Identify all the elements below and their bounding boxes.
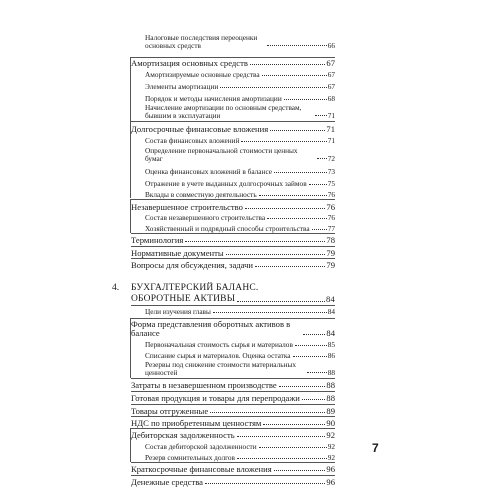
toc-entry bbox=[131, 236, 335, 245]
toc-entry-page: 68 bbox=[327, 94, 335, 103]
toc-leader-dots bbox=[279, 386, 326, 387]
toc-entry-text: Долгосрочные финансовые вложения bbox=[131, 124, 269, 134]
toc-entry-text: Вопросы для обсуждения, задачи bbox=[131, 260, 254, 270]
toc-entry-page: 85 bbox=[327, 340, 335, 349]
toc-entry bbox=[131, 261, 335, 270]
toc-entry-page: 92 bbox=[327, 453, 335, 462]
toc-leader-dots bbox=[237, 436, 326, 437]
toc-entry-page: 76 bbox=[327, 213, 335, 222]
section-rule bbox=[130, 318, 131, 378]
toc-entry bbox=[145, 454, 335, 462]
toc-leader-dots bbox=[295, 345, 327, 346]
toc-entry-text: Готовая продукция и товары для перепродажи bbox=[131, 393, 300, 403]
toc-entry bbox=[145, 34, 335, 49]
toc-entry bbox=[131, 478, 335, 487]
section-rule bbox=[131, 416, 335, 417]
toc-entry bbox=[131, 431, 335, 440]
toc-entry-text: Денежные средства bbox=[131, 477, 203, 487]
section-rule bbox=[131, 199, 335, 200]
toc-entry-text: Вклады в совместную деятельность bbox=[145, 190, 257, 199]
toc-leader-dots bbox=[274, 470, 326, 471]
toc-entry-text: Затраты в незавершенном производстве bbox=[131, 380, 277, 390]
toc-leader-dots bbox=[307, 372, 327, 373]
toc-entry bbox=[131, 320, 335, 338]
toc-entry-page: 67 bbox=[327, 82, 335, 91]
toc-leader-dots bbox=[237, 458, 327, 459]
section-rule bbox=[131, 318, 335, 319]
toc-entry-text: Резервы под снижение стоимости материальных ценностей bbox=[145, 360, 297, 377]
toc-entry-text: Налоговые последствия переоценки основных средств bbox=[145, 33, 258, 50]
toc-leader-dots bbox=[315, 115, 327, 116]
toc-entry bbox=[131, 125, 335, 134]
toc-entry-text: Товары отгруженные bbox=[131, 406, 209, 416]
toc-entry-text: Незавершенное строительство bbox=[131, 202, 243, 212]
toc-entry-text: Краткосрочные финансовые вложения bbox=[131, 464, 272, 474]
toc-leader-dots bbox=[317, 158, 327, 159]
toc-entry-text: Состав незавершенного строительства bbox=[145, 213, 266, 222]
toc-entry-text: Хозяйственный и подрядный способы строительства bbox=[145, 224, 310, 233]
toc-entry bbox=[131, 249, 335, 258]
toc-leader-dots bbox=[213, 312, 327, 313]
toc-entry-page: 79 bbox=[326, 248, 335, 258]
section-rule bbox=[131, 233, 335, 234]
toc-entry bbox=[145, 443, 335, 451]
section-rule bbox=[130, 428, 131, 462]
toc-entry-page: 79 bbox=[326, 260, 335, 270]
toc-entry bbox=[145, 308, 335, 316]
toc-entry bbox=[145, 104, 335, 119]
toc-entry-page: 88 bbox=[326, 380, 335, 390]
toc-leader-dots bbox=[293, 356, 327, 357]
chapter-title bbox=[131, 283, 335, 305]
toc-entry bbox=[145, 83, 335, 91]
toc-entry-page: 73 bbox=[327, 167, 335, 176]
toc-entry-text: Оценка финансовых вложений в балансе bbox=[145, 167, 273, 176]
toc-entry-text: Отражение в учете выданных долгосрочных займов bbox=[145, 179, 307, 188]
section-rule bbox=[131, 462, 335, 463]
section-rule bbox=[131, 428, 335, 429]
toc-entry-text: Форма представления оборотных активов в балансе bbox=[131, 319, 291, 339]
toc-entry bbox=[131, 465, 335, 474]
toc-entry-page: 92 bbox=[327, 442, 335, 451]
toc-entry-text: Нормативные документы bbox=[131, 248, 224, 258]
toc-entry-page: 92 bbox=[326, 430, 335, 440]
toc-entry-text: Состав дебиторской задолженности bbox=[145, 442, 257, 451]
section-rule bbox=[131, 475, 335, 476]
toc-entry bbox=[145, 180, 335, 188]
toc-entry-text: Списание сырья и материалов. Оценка остатка bbox=[145, 351, 291, 360]
toc-leader-dots bbox=[220, 87, 326, 88]
chapter-title-text: ОБОРОТНЫЕ АКТИВЫ bbox=[131, 293, 236, 304]
toc-entry-text: Начисление амортизации по основным средствам, бывшим в эксплуатации bbox=[145, 103, 302, 120]
toc-entry-text: Амортизация основных средств bbox=[131, 58, 248, 68]
toc-leader-dots bbox=[245, 208, 325, 209]
toc-entry-page: 88 bbox=[327, 367, 335, 377]
toc-entry-page: 96 bbox=[326, 477, 335, 487]
toc-entry-text: Состав финансовых вложений bbox=[145, 136, 240, 145]
section-rule bbox=[131, 404, 335, 405]
toc-entry-page: 84 bbox=[327, 307, 335, 316]
toc-entry-page: 89 bbox=[326, 406, 335, 416]
toc-leader-dots bbox=[255, 266, 325, 267]
toc-leader-dots bbox=[270, 130, 325, 131]
toc-entry-page: 86 bbox=[327, 351, 335, 360]
toc-entry bbox=[145, 361, 335, 376]
toc-entry-text: Элементы амортизации bbox=[145, 82, 219, 91]
chapter-page: 84 bbox=[326, 293, 335, 304]
toc-entry-page: 88 bbox=[326, 393, 335, 403]
chapter-title-line bbox=[131, 294, 335, 305]
toc-leader-dots bbox=[205, 483, 325, 484]
toc-entry bbox=[145, 147, 335, 162]
toc-entry bbox=[145, 168, 335, 176]
toc-entry bbox=[145, 214, 335, 222]
toc-leader-dots bbox=[185, 241, 325, 242]
toc-entry bbox=[145, 137, 335, 145]
toc-entry bbox=[145, 352, 335, 360]
section-rule bbox=[131, 258, 335, 259]
toc-entry-page: 76 bbox=[327, 190, 335, 199]
toc-entry-text: Терминология bbox=[131, 235, 184, 245]
toc-leader-dots bbox=[284, 99, 327, 100]
section-rule bbox=[130, 121, 131, 198]
page-number: 7 bbox=[372, 441, 379, 455]
toc-entry bbox=[131, 419, 335, 428]
section-rule bbox=[131, 246, 335, 247]
toc-entry bbox=[145, 225, 335, 233]
toc-leader-dots bbox=[302, 399, 326, 400]
toc-entry bbox=[131, 59, 335, 68]
toc-leader-dots bbox=[274, 172, 327, 173]
toc-entry-page: 66 bbox=[327, 40, 335, 50]
toc-entry-page: 75 bbox=[327, 179, 335, 188]
section-rule bbox=[131, 378, 335, 379]
toc-leader-dots bbox=[267, 45, 327, 46]
chapter-title-line: БУХГАЛТЕРСКИЙ БАЛАНС. bbox=[131, 283, 259, 293]
toc-leader-dots bbox=[303, 334, 325, 335]
toc-entry bbox=[131, 394, 335, 403]
toc-entry bbox=[145, 71, 335, 79]
toc-entry bbox=[131, 407, 335, 416]
toc-entry-page: 90 bbox=[326, 418, 335, 428]
toc-entry-page: 71 bbox=[327, 136, 335, 145]
section-rule bbox=[131, 305, 335, 306]
toc-entry-page: 71 bbox=[326, 124, 335, 134]
toc-entry-page: 76 bbox=[326, 202, 335, 212]
section-rule bbox=[130, 199, 131, 233]
toc-entry bbox=[145, 191, 335, 199]
toc-leader-dots bbox=[312, 229, 327, 230]
toc-entry-page: 71 bbox=[327, 110, 335, 120]
toc-entry bbox=[131, 381, 335, 390]
toc-entry-page: 84 bbox=[326, 328, 335, 339]
toc-entry-text: Амортизируемые основные средства bbox=[145, 70, 260, 79]
toc-leader-dots bbox=[250, 64, 326, 65]
toc-entry bbox=[145, 341, 335, 349]
toc-entry-text: Порядок и методы начисления амортизации bbox=[145, 94, 282, 103]
toc-leader-dots bbox=[263, 424, 325, 425]
toc-entry-page: 67 bbox=[326, 58, 335, 68]
toc-entry-text: Резерв сомнительных долгов bbox=[145, 453, 235, 462]
section-rule bbox=[130, 57, 131, 121]
toc-leader-dots bbox=[259, 195, 327, 196]
toc-entry-text: Определение первоначальной стоимости ценных бумаг bbox=[145, 146, 298, 163]
section-rule bbox=[131, 121, 335, 122]
toc-entry-page: 96 bbox=[326, 464, 335, 474]
toc-leader-dots bbox=[259, 447, 327, 448]
toc-leader-dots bbox=[237, 301, 325, 302]
toc-entry-text: НДС по приобретенным ценностям bbox=[131, 418, 262, 428]
toc-entry-text: Первоначальная стоимость сырья и материалов bbox=[145, 340, 293, 349]
section-rule bbox=[131, 391, 335, 392]
toc-entry bbox=[145, 95, 335, 103]
toc-leader-dots bbox=[267, 218, 327, 219]
toc-entry bbox=[131, 203, 335, 212]
chapter-number: 4. bbox=[112, 283, 120, 293]
toc-leader-dots bbox=[210, 412, 325, 413]
toc-entry-page: 77 bbox=[327, 224, 335, 233]
toc-entry-page: 78 bbox=[326, 235, 335, 245]
section-rule bbox=[131, 57, 335, 58]
toc-leader-dots bbox=[241, 141, 326, 142]
toc-entry-text: Дебиторская задолженность bbox=[131, 430, 235, 440]
toc-leader-dots bbox=[226, 254, 326, 255]
toc-entry-page: 72 bbox=[327, 153, 335, 163]
toc-entry-text: Цели изучения главы bbox=[145, 307, 211, 316]
toc-entry-page: 67 bbox=[327, 70, 335, 79]
toc-leader-dots bbox=[262, 75, 327, 76]
toc-leader-dots bbox=[309, 184, 327, 185]
